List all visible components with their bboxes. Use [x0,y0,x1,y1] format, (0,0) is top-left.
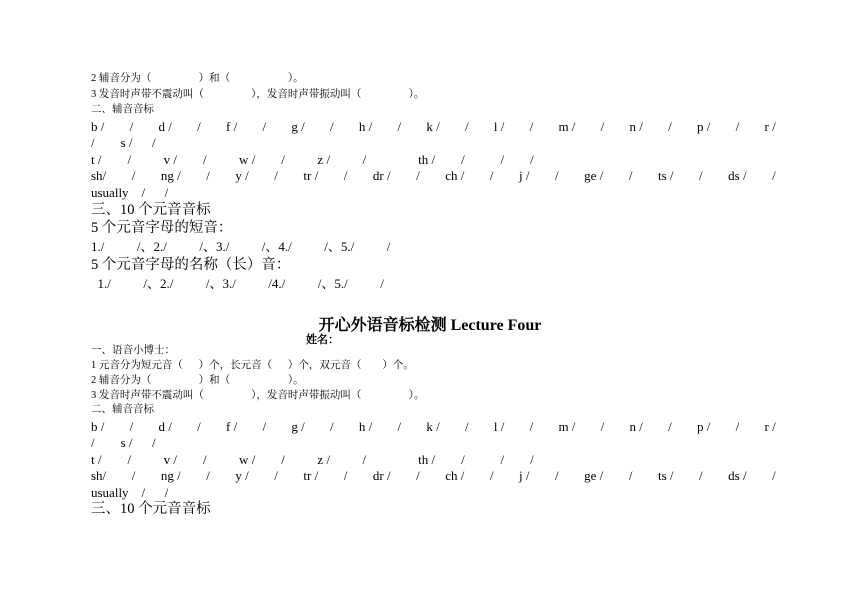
phonetic-token: / [668,419,672,434]
phonetic-token: h / [358,419,373,434]
phonetic-token: ge / [584,168,604,183]
phonetic-token: / [416,468,420,483]
phonetic-token: m / [558,419,576,434]
consonant-row-5: usually / / [91,185,169,200]
phonetic-token: ts / [657,168,674,183]
phonetic-token: j / [519,168,530,183]
phonetic-token: / [699,468,703,483]
phonetic-token: tr / [303,468,319,483]
phonetic-token: / [262,419,267,434]
consonant-row-5b: usually / / [91,485,169,500]
phonetic-token: / [206,468,210,483]
phonetic-token: / [397,419,402,434]
phonetic-token: / [555,168,559,183]
phonetic-token: / [529,119,534,134]
phonetic-token: / [489,468,494,483]
phonetic-token: / [772,468,776,483]
phonetic-token: / [343,468,348,483]
phonetic-token: / [668,119,672,134]
consonant-row-2: / s / / [91,135,156,150]
phonetic-token: / [489,168,494,183]
consonant-row-4b [91,469,776,482]
phonetic-token: tr / [303,168,319,183]
name-label: 姓名： [306,334,339,346]
phonetic-token: / [600,119,605,134]
long-vowel-line: 1./ /、2./ /、3./ /4./ /、5./ / [91,276,384,291]
phonetic-token: l / [493,419,505,434]
long-vowel-heading: 5 个元音字母的名称（长）音： [91,257,291,273]
phonetic-token: ds / [728,468,747,483]
phonetic-token: d / [158,119,172,134]
consonant-row-4 [91,169,776,182]
phonetic-token: n / [629,419,643,434]
phonetic-token: g / [291,419,305,434]
phonetic-token: r / [764,119,776,134]
short-vowel-line: 1./ /、2./ /、3./ /、4./ /、5./ / [91,239,391,254]
phonetic-token: / [772,168,776,183]
consonant-row-3: t / / v / / w / / z / / th / / / / [91,152,534,167]
phonetic-token: / [129,119,134,134]
phonetic-token: dr / [372,168,391,183]
phonetic-token: / [628,168,633,183]
consonant-row-2b: / s / / [91,435,156,450]
phonetic-token: ng / [160,168,181,183]
phonetic-token: / [262,119,267,134]
consonant-heading-2: 二、辅音音标 [91,404,154,415]
phonetic-token: / [274,168,278,183]
short-vowel-heading: 5 个元音字母的短音： [91,220,233,236]
consonant-heading: 二、辅音音标 [91,104,154,115]
consonant-row-1b [91,420,776,433]
phonetic-token: sh/ [91,468,107,483]
phonetic-token: f / [226,119,238,134]
consonant-row-3b: t / / v / / w / / z / / th / / / / [91,452,534,467]
phonetic-token: h / [358,119,373,134]
phonetic-token: / [397,119,402,134]
phonetic-token: j / [519,468,530,483]
phonetic-token: r / [764,419,776,434]
question-vowel-types: 1 元音分为短元音（ ）个，长元音（ ）个，双元音（ ）个。 [91,360,414,371]
phonetic-token: / [197,419,201,434]
phonetic-token: m / [558,119,576,134]
phonetic-token: / [197,119,201,134]
phonetic-token: y / [235,468,249,483]
phonetic-token: / [464,119,469,134]
phonetic-token: / [206,168,210,183]
phonetic-token: / [555,468,559,483]
phonetic-token: ch / [445,168,465,183]
phonetic-token: b / [91,419,105,434]
question-consonant-types-2: 2 辅音分为（ ）和（ ）。 [91,375,304,386]
phonetic-token: ts / [657,468,674,483]
phonetic-token: / [329,119,334,134]
phonetic-token: n / [629,119,643,134]
phonetic-token: p / [697,419,711,434]
phonetic-token: / [416,168,420,183]
phonetic-token: / [735,419,740,434]
phonetic-token: / [129,419,134,434]
question-voiced-voiceless-2: 3 发音时声带不震动叫（ ），发音时声带振动叫（ ）。 [91,390,425,401]
phonetic-token: k / [426,419,440,434]
phonetic-token: ng / [160,468,181,483]
page-title: 开心外语音标检测 Lecture Four [318,317,542,334]
phonetic-token: d / [158,419,172,434]
phonetic-token: / [274,468,278,483]
phonetic-token: ch / [445,468,465,483]
phonetic-token: / [329,419,334,434]
phonetic-token: y / [235,168,249,183]
phonetic-token: p / [697,119,711,134]
vowel-heading: 三、10 个元音音标 [91,202,211,218]
phonetic-token: b / [91,119,105,134]
vowel-heading-2: 三、10 个元音音标 [91,501,211,517]
phonetic-token: / [699,168,703,183]
phonetic-token: dr / [372,468,391,483]
phonetic-token: ds / [728,168,747,183]
phonetic-token: k / [426,119,440,134]
question-voiced-voiceless: 3 发音时声带不震动叫（ ），发音时声带振动叫（ ）。 [91,89,425,100]
phonetic-token: / [131,468,136,483]
phonetic-token: / [628,468,633,483]
phonetic-token: sh/ [91,168,107,183]
phonetic-token: ge / [584,468,604,483]
phonetic-token: g / [291,119,305,134]
phonetic-token: / [343,168,348,183]
phonetic-token: / [529,419,534,434]
phonetic-token: / [131,168,136,183]
phonetic-token: f / [226,419,238,434]
question-consonant-types: 2 辅音分为（ ）和（ ）。 [91,73,304,84]
phonetic-token: / [600,419,605,434]
phonetic-token: / [735,119,740,134]
intro-heading: 一、语音小博士： [91,345,175,356]
phonetic-token: / [464,419,469,434]
consonant-row-1 [91,120,776,133]
phonetic-token: l / [493,119,505,134]
